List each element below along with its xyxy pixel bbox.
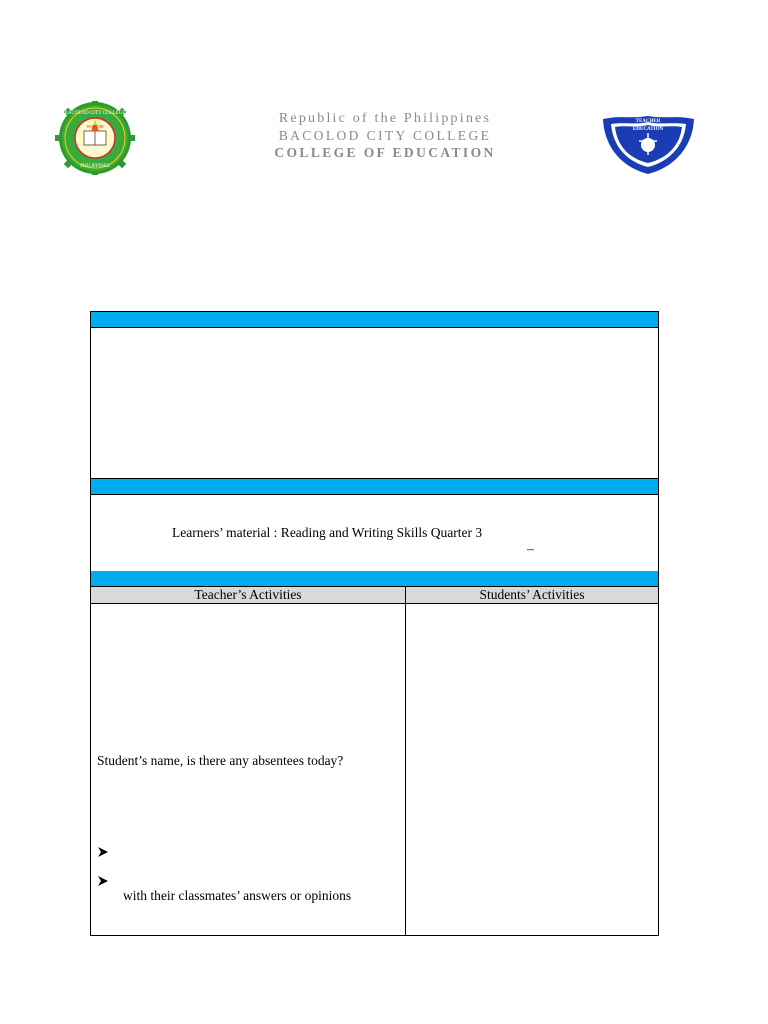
college-seal-logo <box>52 101 138 175</box>
teacher-education-shield-icon <box>603 116 694 174</box>
divider <box>91 494 658 495</box>
lesson-plan-table <box>90 311 659 936</box>
teacher-education-logo <box>601 115 696 175</box>
department-name: COLLEGE OF EDUCATION <box>274 145 496 160</box>
students-activities-header: Students’ Activities <box>406 587 658 603</box>
column-divider <box>405 586 406 935</box>
logo-left-text-top: BACOLOD CITY COLLEGE <box>64 111 126 116</box>
logo-right-text-top: TEACHER <box>635 119 661 124</box>
attendance-question: Student’s name, is there any absentees today? <box>97 753 344 768</box>
college-name: BACOLOD CITY COLLEGE <box>278 128 492 143</box>
section-band-2 <box>91 479 658 494</box>
bullet-arrow-icon <box>98 847 108 857</box>
section-band-3 <box>91 571 658 586</box>
learners-material-text: Learners’ material : Reading and Writing Skills Quarter 3 <box>172 525 483 540</box>
section-band-1 <box>91 312 658 327</box>
letterhead <box>245 110 525 162</box>
teacher-activities-header: Teacher’s Activities <box>91 587 405 603</box>
logo-left-text-inner: WISDOM <box>86 124 104 129</box>
republic-line: Republic of the Philippines <box>278 111 492 126</box>
materials-dash: – <box>527 541 534 556</box>
bullet-text: with their classmates’ answers or opinions <box>123 888 352 903</box>
logo-left-text-bottom: PHILIPPINES <box>80 164 110 169</box>
logo-right-text-mid: EDUCATION <box>632 127 664 132</box>
divider <box>91 603 658 604</box>
bullet-arrow-icon <box>98 876 108 886</box>
divider <box>91 327 658 328</box>
